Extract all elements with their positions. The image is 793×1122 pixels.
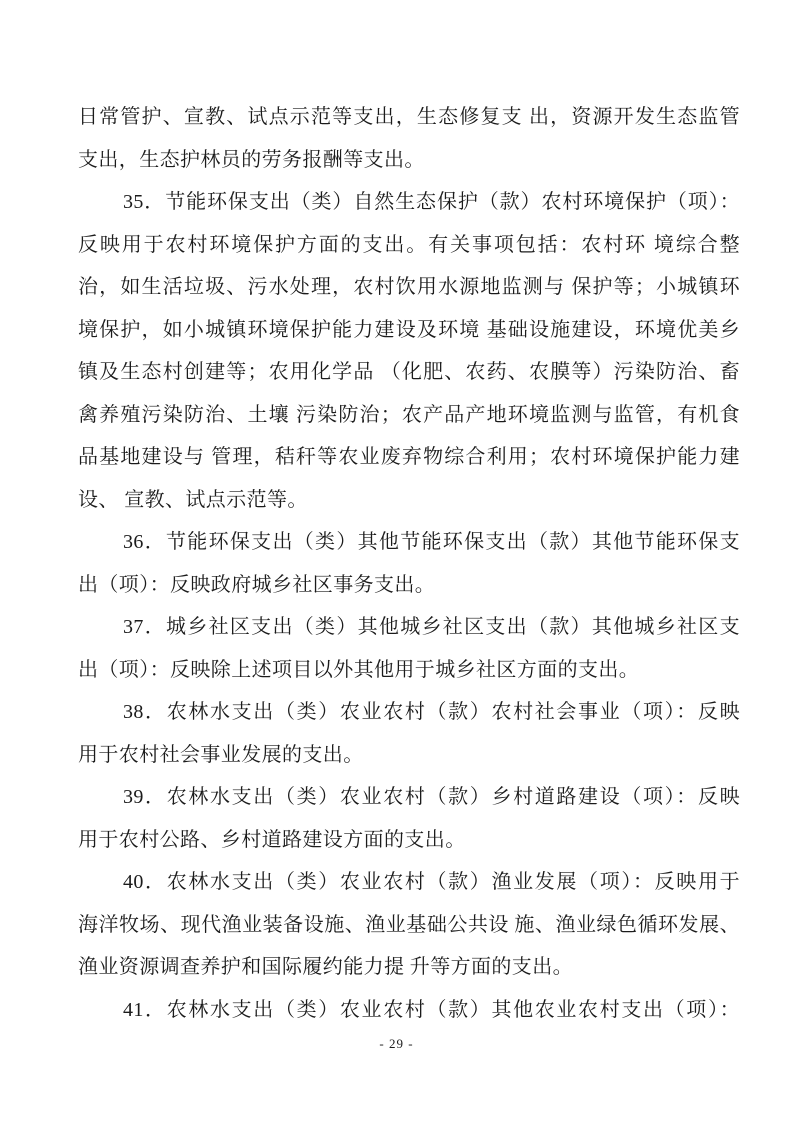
- text-line: 39．农林水支出（类）农业农村（款）乡村道路建设（项）：反映: [123, 786, 740, 808]
- text-line: 38．农林水支出（类）农业农村（款）农村社会事业（项）：反映: [123, 701, 740, 723]
- text-line: 设、 宣教、试点示范等。: [78, 488, 308, 511]
- text-line: 用于农村社会事业发展的支出。: [78, 743, 364, 766]
- text-line: 反映用于农村环境保护方面的支出。有关事项包括：农村环 境综合整: [78, 233, 740, 256]
- text-line: 出（项）：反映政府城乡社区事务支出。: [78, 573, 436, 596]
- text-line: 支出，生态护林员的劳务报酬等支出。: [78, 148, 425, 171]
- text-line: 境保护，如小城镇环境保护能力建设及环境 基础设施建设，环境优美乡: [78, 318, 740, 341]
- text-line: 海洋牧场、现代渔业装备设施、渔业基础公共设 施、渔业绿色循环发展、: [78, 913, 740, 936]
- page-number: - 29 -: [379, 1036, 414, 1051]
- body-text: [78, 96, 740, 1031]
- text-line: 出（项）：反映除上述项目以外其他用于城乡社区方面的支出。: [78, 658, 640, 681]
- text-line: 37．城乡社区支出（类）其他城乡社区支出（款）其他城乡社区支: [123, 616, 740, 638]
- text-line: 日常管护、宣教、试点示范等支出，生态修复支 出，资源开发生态监管: [78, 106, 740, 128]
- text-line: 品基地建设与 管理，秸秆等农业废弃物综合利用；农村环境保护能力建: [78, 446, 740, 468]
- text-line: 40．农林水支出（类）农业农村（款）渔业发展（项）：反映用于: [123, 871, 740, 893]
- text-line: 渔业资源调查养护和国际履约能力提 升等方面的支出。: [78, 956, 573, 978]
- text-line: 治，如生活垃圾、污水处理，农村饮用水源地监测与 保护等；小城镇环: [78, 276, 740, 298]
- text-line: 36．节能环保支出（类）其他节能环保支出（款）其他节能环保支: [123, 531, 740, 553]
- text-line: 41．农林水支出（类）农业农村（款）其他农业农村支出（项）：: [123, 998, 740, 1021]
- text-line: 禽养殖污染防治、土壤 污染防治；农产品产地环境监测与监管，有机食: [78, 403, 740, 426]
- text-line: 35．节能环保支出（类）自然生态保护（款）农村环境保护（项）：: [123, 191, 740, 213]
- text-line: 镇及生态村创建等；农用化学品 （化肥、农药、农膜等）污染防治、畜: [78, 361, 740, 383]
- text-line: 用于农村公路、乡村道路建设方面的支出。: [78, 828, 466, 851]
